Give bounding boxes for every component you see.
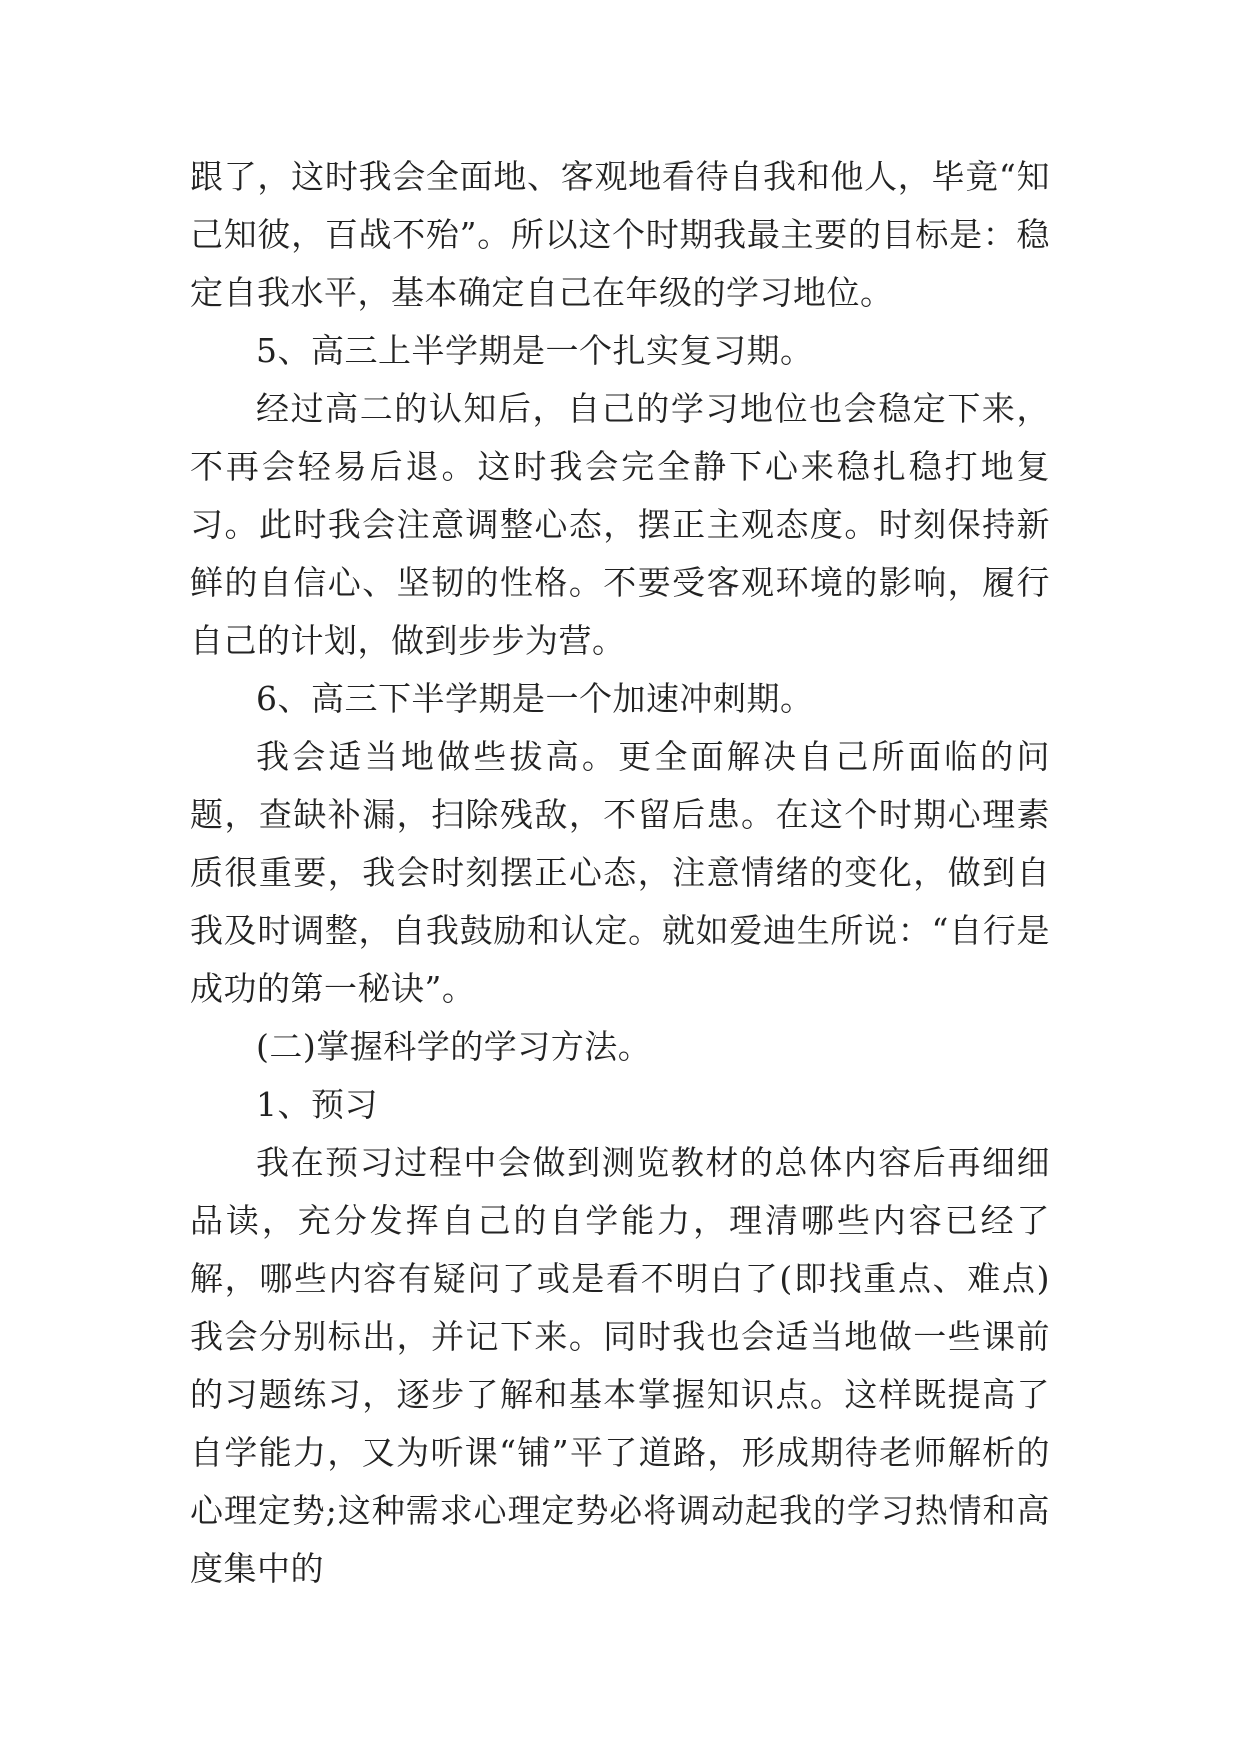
paragraph-3: 经过高二的认知后，自己的学习地位也会稳定下来，不再会轻易后退。这时我会完全静下心来稳扎稳打地复习。此时我会注意调整心态，摆正主观态度。时刻保持新鲜的自信心、坚韧的性格。不要受客观环境的影响，履行自己的计划，做到步步为营。	[190, 389, 1050, 660]
section-heading: (二)掌握科学的学习方法。	[256, 1027, 652, 1066]
document-body	[190, 148, 1050, 1598]
paragraph-5: 我会适当地做些拔高。更全面解决自己所面临的问题，查缺补漏，扫除残敌，不留后患。在这个时期心理素质很重要，我会时刻摆正心态，注意情绪的变化，做到自我及时调整，自我鼓励和认定。就如爱迪生所说：“自行是成功的第一秘诀”。	[190, 737, 1050, 1008]
paragraph-4-heading: 6、高三下半学期是一个加速冲刺期。	[256, 679, 814, 718]
paragraph-8: 我在预习过程中会做到测览教材的总体内容后再细细品读，充分发挥自己的自学能力，理清哪些内容已经了解，哪些内容有疑问了或是看不明白了(即找重点、难点)我会分别标出，并记下来。同时我也会适当地做一些课前的习题练习，逐步了解和基本掌握知识点。这样既提高了自学能力，又为听课“铺”平了道路，形成期待老师解析的心理定势;这种需求心理定势必将调动起我的学习热情和高度集中的	[190, 1143, 1050, 1588]
subsection-heading: 1、预习	[256, 1085, 378, 1124]
paragraph-1: 跟了，这时我会全面地、客观地看待自我和他人，毕竟“知己知彼，百战不殆”。所以这个时期我最主要的目标是：稳定自我水平，基本确定自己在年级的学习地位。	[190, 157, 1050, 312]
paragraph-2-heading: 5、高三上半学期是一个扎实复习期。	[256, 331, 814, 370]
